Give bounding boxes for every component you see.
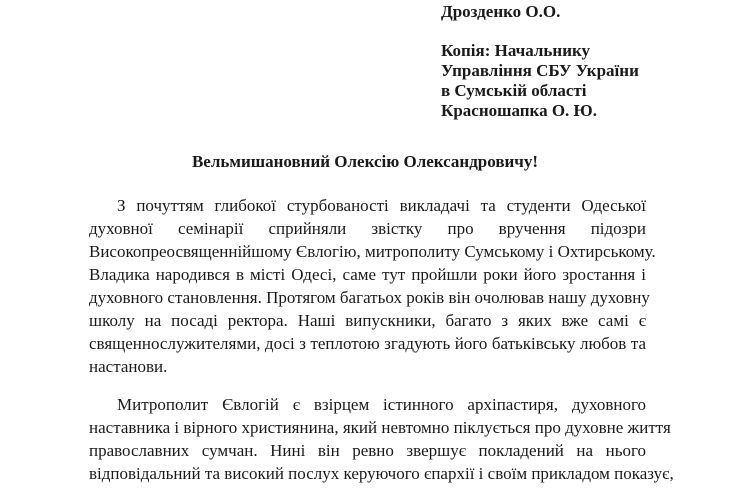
paragraph-line: наставника і вірного християнина, який невтомно піклується про духовне життя [89, 418, 671, 437]
paragraph-line: Високопреосвященнійшому Євлогію, митрополиту Сумському і Охтирському. [89, 242, 656, 261]
greeting-heading: Вельмишановний Олексію Олександровичу! [191, 152, 539, 171]
paragraph-line: православних сумчан. Нині він ревно звершує покладений на нього [89, 441, 646, 460]
paragraph-line: настанови. [89, 357, 168, 376]
paragraph-line: школу на посаді ректора. Наші випускники, багато з яких вже самі є [89, 311, 646, 330]
copy-line: Управління СБУ України [441, 61, 639, 80]
copy-recipient-block [441, 41, 721, 121]
copy-line: Копія: Начальнику [441, 41, 591, 60]
copy-line: в Сумській області [441, 81, 587, 100]
paragraph-line: Митрополит Євлогій є взірцем істинного архіпастиря, духовного [117, 395, 646, 414]
copy-line: Красношапка О. Ю. [441, 101, 597, 120]
paragraph-line: З почуттям глибокої стурбованості викладачі та студенти Одеської [117, 196, 646, 215]
paragraph-line: відповідальний та високий послух керуючого єпархії і своїм прикладом показує, [89, 464, 674, 483]
recipient-name: Дрозденко О.О. [441, 2, 561, 21]
paragraph-line: духовної семінарії сприйняли звістку про вручення підозри [89, 219, 646, 238]
paragraph-line: Владика народився в місті Одесі, саме тут пройшли роки його зростання і [89, 265, 646, 284]
paragraph-line: духовного становлення. Протягом багатьох років він очолював нашу духовну [89, 288, 650, 307]
paragraph-line: священнослужителями, досі з теплотою згадують його батьківську любов та [89, 334, 646, 353]
